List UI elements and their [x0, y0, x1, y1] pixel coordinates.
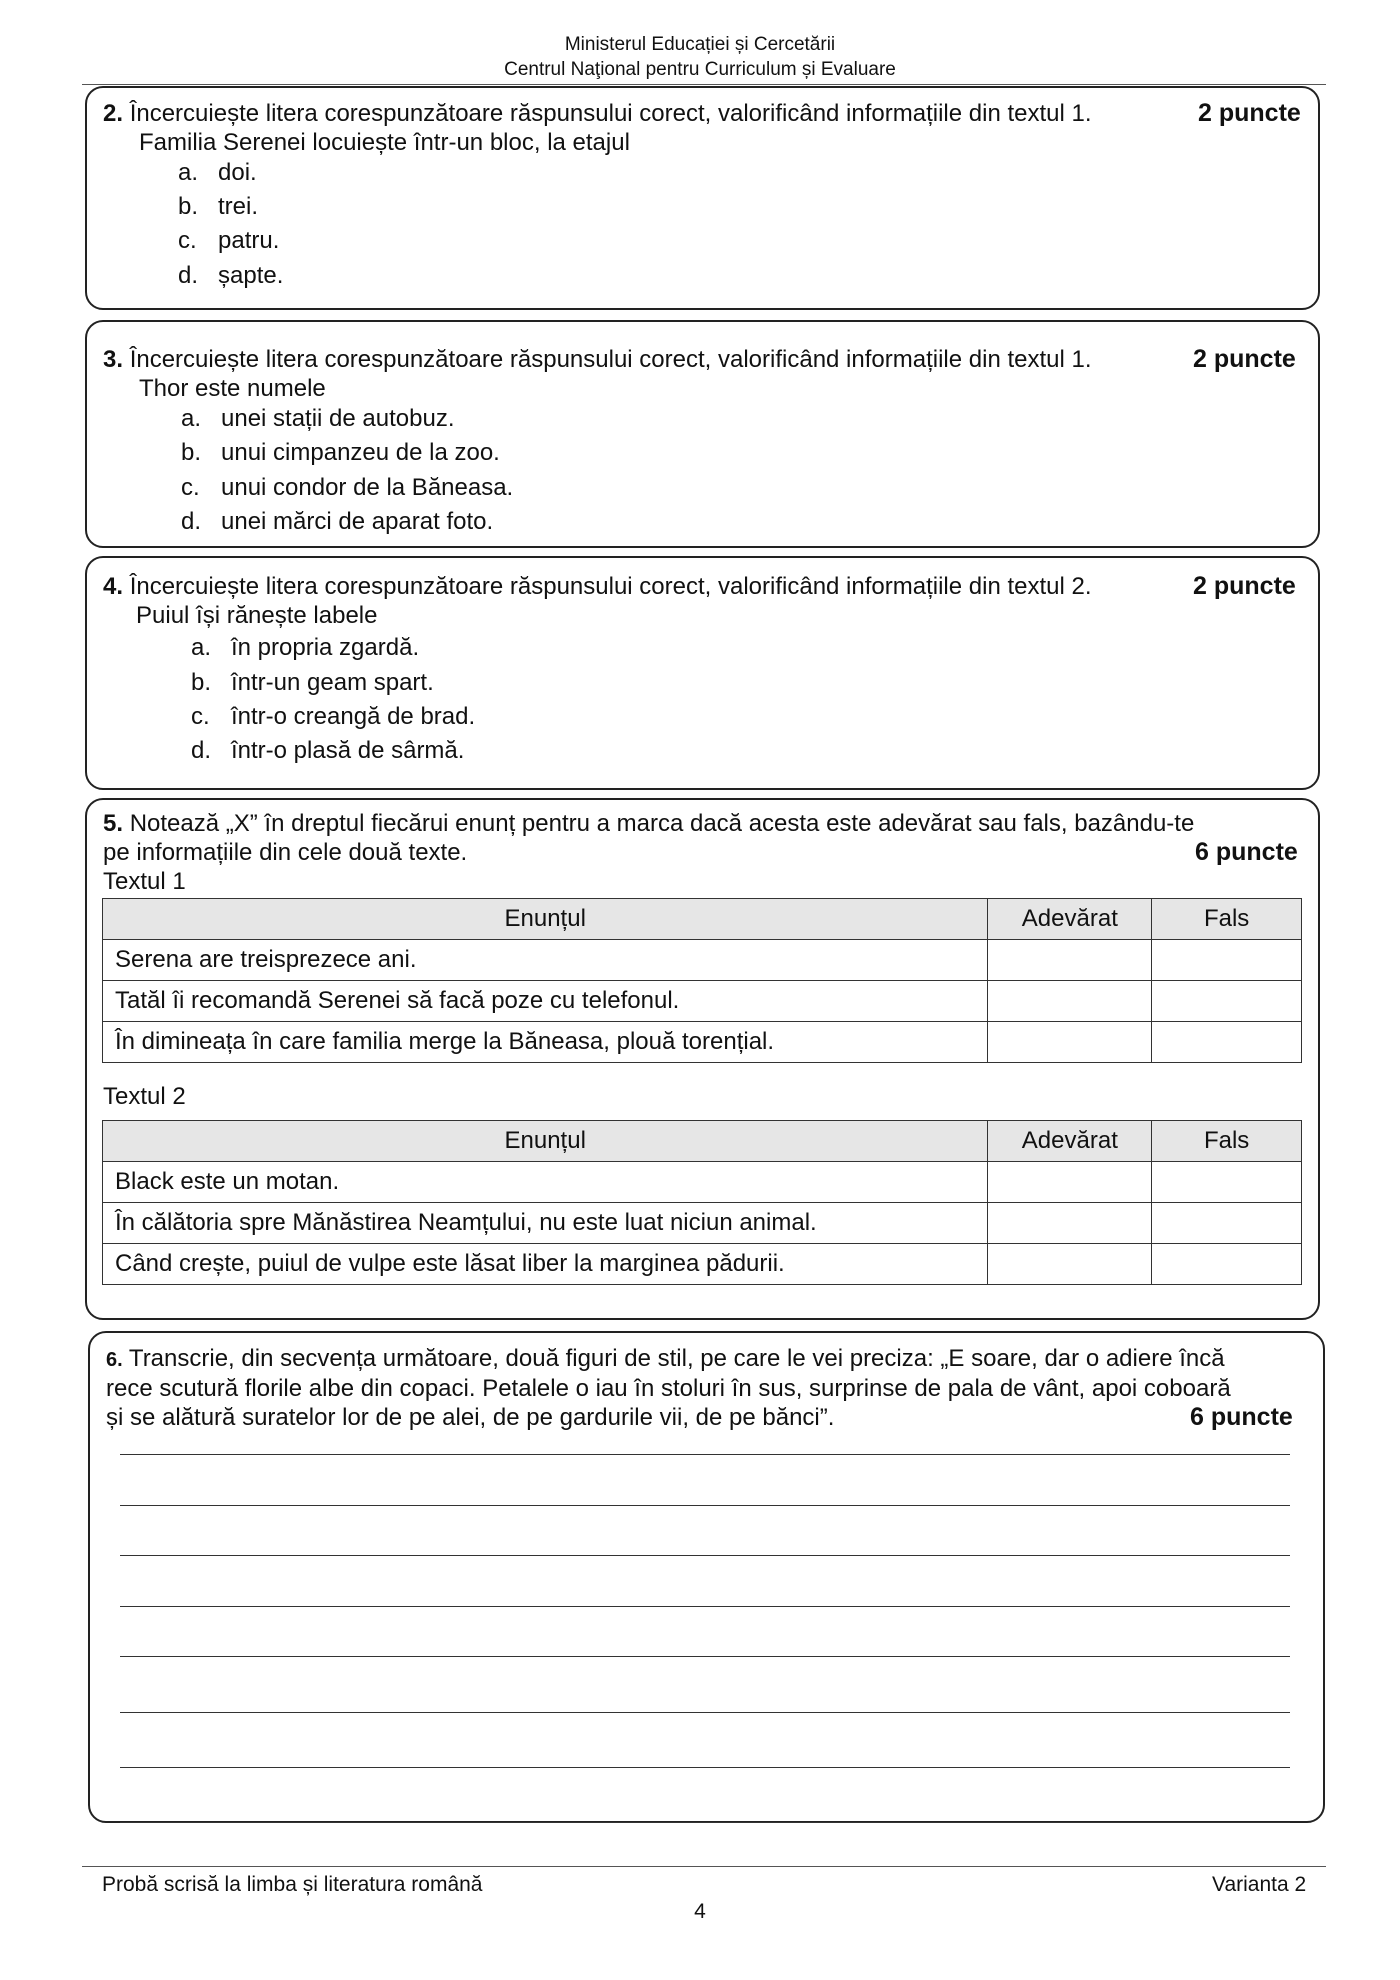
option-text: unui condor de la Băneasa.	[221, 474, 514, 501]
question-number: 3.	[103, 346, 124, 373]
question-number: 6.	[106, 1349, 123, 1371]
option-a[interactable]	[181, 404, 455, 434]
false-answer-cell[interactable]	[1152, 940, 1302, 981]
instruction-text: Încercuiește litera corespunzătoare răspunsului corect, valorificând informațiile din textul 1.	[129, 346, 1092, 373]
answer-line[interactable]	[120, 1505, 1290, 1506]
option-text: unei stații de autobuz.	[221, 405, 455, 432]
option-text: într-un geam spart.	[231, 669, 434, 696]
option-text: într-o creangă de brad.	[231, 703, 476, 730]
question-6-line2: rece scutură florile albe din copaci. Petalele o iau în stoluri în sus, surprinse de pala de vânt, apoi coboară	[106, 1375, 1231, 1402]
instruction-text: Transcrie, din secvența următoare, două figuri de stil, pe care le vei preciza: „E soare, dar o adiere încă	[128, 1345, 1225, 1372]
table-row	[103, 940, 1302, 981]
table-header-row	[103, 1121, 1302, 1162]
question-6-points: 6 puncte	[1190, 1403, 1293, 1431]
answer-line[interactable]	[120, 1555, 1290, 1556]
option-d[interactable]	[178, 261, 283, 291]
table-row	[103, 1022, 1302, 1063]
option-c[interactable]	[191, 702, 475, 732]
footer-variant: Varianta 2	[1212, 1873, 1307, 1896]
column-header-statement: Enunțul	[103, 899, 988, 940]
option-d[interactable]	[191, 736, 464, 766]
option-letter: b.	[181, 439, 202, 466]
table-1-label: Textul 1	[103, 868, 186, 895]
true-answer-cell[interactable]	[988, 981, 1152, 1022]
option-b[interactable]	[191, 668, 434, 698]
statement-cell: În dimineața în care familia merge la Băneasa, plouă torențial.	[103, 1022, 988, 1063]
question-2-instruction	[103, 99, 1092, 129]
footer-divider	[82, 1866, 1326, 1867]
true-false-table-2	[102, 1120, 1302, 1285]
question-4-points: 2 puncte	[1193, 572, 1296, 600]
option-letter: c.	[178, 227, 197, 254]
option-text: șapte.	[218, 262, 284, 289]
question-4-instruction	[103, 572, 1092, 602]
true-false-table-1	[102, 898, 1302, 1063]
false-answer-cell[interactable]	[1152, 1022, 1302, 1063]
true-answer-cell[interactable]	[988, 1203, 1152, 1244]
question-number: 2.	[103, 100, 124, 127]
header-ministry: Ministerul Educației și Cercetării	[564, 34, 836, 55]
table-row	[103, 1244, 1302, 1285]
option-text: unui cimpanzeu de la zoo.	[221, 439, 500, 466]
answer-line[interactable]	[120, 1454, 1290, 1455]
answer-line[interactable]	[120, 1606, 1290, 1607]
false-answer-cell[interactable]	[1152, 1162, 1302, 1203]
footer-exam-title: Probă scrisă la limba și literatura română	[102, 1873, 483, 1896]
question-5-points: 6 puncte	[1195, 838, 1298, 866]
question-6-line1	[106, 1344, 1225, 1375]
column-header-false: Fals	[1152, 899, 1302, 940]
question-4-stem: Puiul își rănește labele	[136, 602, 378, 629]
statement-cell: Când crește, puiul de vulpe este lăsat liber la marginea pădurii.	[103, 1244, 988, 1285]
true-answer-cell[interactable]	[988, 1244, 1152, 1285]
question-5-instruction-line1	[103, 809, 1194, 839]
column-header-true: Adevărat	[988, 1121, 1152, 1162]
table-2-label: Textul 2	[103, 1083, 186, 1110]
statement-cell: Tatăl îi recomandă Serenei să facă poze cu telefonul.	[103, 981, 988, 1022]
option-a[interactable]	[178, 158, 257, 188]
option-letter: d.	[181, 508, 202, 535]
option-letter: d.	[178, 262, 199, 289]
question-2-points: 2 puncte	[1198, 99, 1301, 127]
option-letter: a.	[191, 634, 212, 661]
answer-line[interactable]	[120, 1712, 1290, 1713]
question-number: 5.	[103, 810, 124, 837]
option-letter: d.	[191, 737, 212, 764]
table-row	[103, 1203, 1302, 1244]
instruction-text: Notează „X” în dreptul fiecărui enunț pentru a marca dacă acesta este adevărat sau fals, bazându-te	[129, 810, 1195, 837]
option-letter: b.	[191, 669, 212, 696]
false-answer-cell[interactable]	[1152, 1244, 1302, 1285]
true-answer-cell[interactable]	[988, 1022, 1152, 1063]
option-letter: a.	[181, 405, 202, 432]
option-d[interactable]	[181, 507, 493, 537]
statement-cell: Black este un motan.	[103, 1162, 988, 1203]
instruction-text: Încercuiește litera corespunzătoare răspunsului corect, valorificând informațiile din textul 2.	[129, 573, 1092, 600]
table-row	[103, 1162, 1302, 1203]
option-c[interactable]	[181, 473, 513, 503]
question-3-points: 2 puncte	[1193, 345, 1296, 373]
option-text: într-o plasă de sârmă.	[231, 737, 465, 764]
answer-line[interactable]	[120, 1767, 1290, 1768]
option-a[interactable]	[191, 633, 419, 663]
option-b[interactable]	[181, 438, 500, 468]
false-answer-cell[interactable]	[1152, 1203, 1302, 1244]
option-letter: a.	[178, 159, 199, 186]
question-6-line3: și se alătură suratelor lor de pe alei, de pe gardurile vii, de pe bănci”.	[106, 1404, 835, 1431]
option-c[interactable]	[178, 226, 279, 256]
column-header-true: Adevărat	[988, 899, 1152, 940]
header-center: Centrul Naţional pentru Curriculum și Evaluare	[504, 59, 896, 80]
answer-line[interactable]	[120, 1822, 1290, 1823]
option-letter: c.	[181, 474, 200, 501]
true-answer-cell[interactable]	[988, 1162, 1152, 1203]
header-divider	[82, 84, 1326, 85]
option-letter: c.	[191, 703, 210, 730]
statement-cell: Serena are treisprezece ani.	[103, 940, 988, 981]
option-text: doi.	[218, 159, 257, 186]
instruction-text: Încercuiește litera corespunzătoare răspunsului corect, valorificând informațiile din textul 1.	[129, 100, 1092, 127]
answer-line[interactable]	[120, 1656, 1290, 1657]
option-b[interactable]	[178, 192, 258, 222]
column-header-statement: Enunțul	[103, 1121, 988, 1162]
false-answer-cell[interactable]	[1152, 981, 1302, 1022]
question-2-stem: Familia Serenei locuiește într-un bloc, la etajul	[139, 129, 630, 156]
question-number: 4.	[103, 573, 124, 600]
option-letter: b.	[178, 193, 199, 220]
table-header-row	[103, 899, 1302, 940]
question-3-instruction	[103, 345, 1092, 375]
true-answer-cell[interactable]	[988, 940, 1152, 981]
option-text: în propria zgardă.	[231, 634, 420, 661]
question-3-stem: Thor este numele	[139, 375, 326, 402]
page-number: 4	[694, 1900, 706, 1923]
option-text: patru.	[218, 227, 280, 254]
question-5-instruction-line2: pe informațiile din cele două texte.	[103, 839, 468, 866]
statement-cell: În călătoria spre Mănăstirea Neamțului, nu este luat niciun animal.	[103, 1203, 988, 1244]
option-text: unei mărci de aparat foto.	[221, 508, 494, 535]
column-header-false: Fals	[1152, 1121, 1302, 1162]
option-text: trei.	[218, 193, 259, 220]
table-row	[103, 981, 1302, 1022]
